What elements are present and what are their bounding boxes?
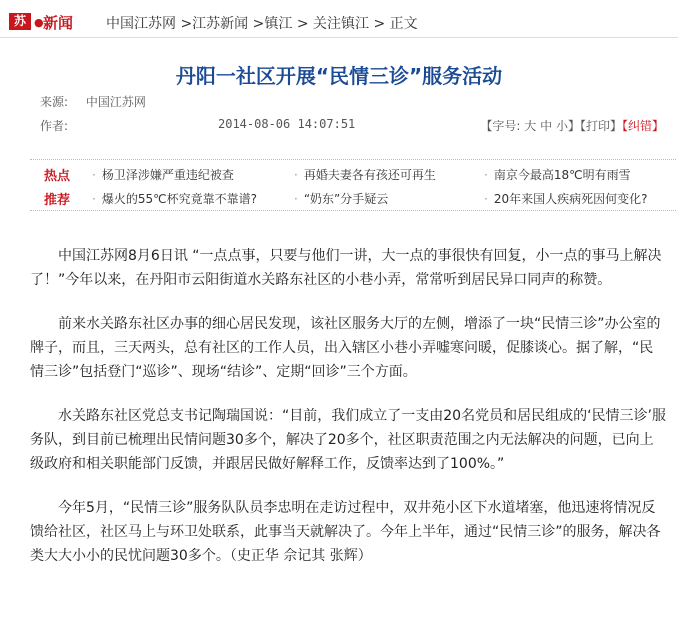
breadcrumb-item-zhenjiang[interactable]: >镇江 <box>252 16 293 32</box>
breadcrumb-bar <box>0 0 678 38</box>
article-datetime: 2014-08-06 14:07:51 <box>218 117 356 131</box>
article-tools <box>480 117 664 134</box>
hot-link[interactable]: · 南京今最高18℃明有雨雪 <box>484 166 631 183</box>
hot-link[interactable]: · 再婚夫妻各有孩还可再生 <box>294 166 436 183</box>
breadcrumb-item-home[interactable]: 中国江苏网 <box>106 16 176 32</box>
font-size-label: 【字号: <box>480 119 521 133</box>
recommend-label: 推荐 <box>44 193 71 208</box>
recommend-row <box>30 187 676 209</box>
recommend-link[interactable]: · “奶东”分手疑云 <box>294 190 388 207</box>
article-title: 丹阳一社区开展“民情三诊”服务活动 <box>175 64 503 88</box>
logo-separator: ● <box>34 16 44 29</box>
article-author <box>40 117 68 134</box>
hot-topics-box <box>30 159 676 211</box>
breadcrumb-item-jiangsu-news[interactable]: >江苏新闻 <box>180 16 249 32</box>
article-paragraph: 水关路东社区党总支书记陶瑞国说：“目前，我们成立了一支由20名党员和居民组成的‘民情三诊’服务队，到目前已梳理出民情问题30多个，解决了20多个，社区职责范围之内无法解决的问题，已向上级政府和相关职能部门反馈，并跟居民做好解释工作，反馈率达到了100%。” <box>30 408 666 472</box>
article-source <box>40 93 146 110</box>
print-link[interactable]: 【打印】 <box>579 119 622 133</box>
article-paragraph: 中国江苏网8月6日讯 “一点点事，只要与他们一讲，大一点的事很快有回复，小一点的事马上解决了！”今年以来，在丹阳市云阳街道水关路东社区的小巷小弄，常常听到居民异口同声的称赞。 <box>30 248 662 288</box>
error-report-link[interactable]: 【纠错】 <box>621 119 664 133</box>
font-medium-link[interactable]: 中 <box>540 119 553 133</box>
font-small-link[interactable]: 小 <box>555 119 568 133</box>
hot-row <box>30 163 676 185</box>
breadcrumb-separator: > <box>296 16 309 32</box>
author-label: 作者: <box>40 119 69 133</box>
hot-label: 热点 <box>44 169 71 184</box>
breadcrumb-item-focus-zhenjiang[interactable]: 关注镇江 <box>313 16 370 32</box>
source-label: 来源: <box>40 95 69 109</box>
article-body <box>30 244 666 588</box>
article-paragraph: 前来水关路东社区办事的细心居民发现，该社区服务大厅的左侧，增添了一块“民情三诊”办公室的牌子，而且，三天两头，总有社区的工作人员，出入辖区小巷小弄嘘寒问暖，促膝谈心。据了解，“民情三诊”包括登门“巡诊”、现场“结诊”、定期“回诊”三个方面。 <box>30 316 661 380</box>
hot-link[interactable]: · 杨卫泽涉嫌严重违纪被查 <box>92 166 234 183</box>
breadcrumb-separator: > <box>373 16 386 32</box>
news-channel-link[interactable]: 新闻 <box>43 14 74 32</box>
breadcrumb-item-current: 正文 <box>389 16 418 32</box>
recommend-link[interactable]: · 20年来国人疾病死因何变化? <box>484 190 647 207</box>
font-large-link[interactable]: 大 <box>524 119 537 133</box>
source-value: 中国江苏网 <box>85 95 146 109</box>
site-logo-icon[interactable]: 苏 <box>9 13 31 30</box>
article-paragraph: 今年5月，“民情三诊”服务队队员李忠明在走访过程中，双井苑小区下水道堵塞，他迅速将情况反馈给社区，社区马上与环卫处联系，此事当天就解决了。今年上半年，通过“民情三诊”的服务，解决各类大大小小的民忧问题30多个。（史正华 佘记其 张辉） <box>30 500 661 564</box>
font-size-close: 】 <box>567 119 580 133</box>
recommend-link[interactable]: · 爆火的55℃杯究竟靠不靠谱? <box>92 190 257 207</box>
breadcrumb <box>106 13 418 33</box>
